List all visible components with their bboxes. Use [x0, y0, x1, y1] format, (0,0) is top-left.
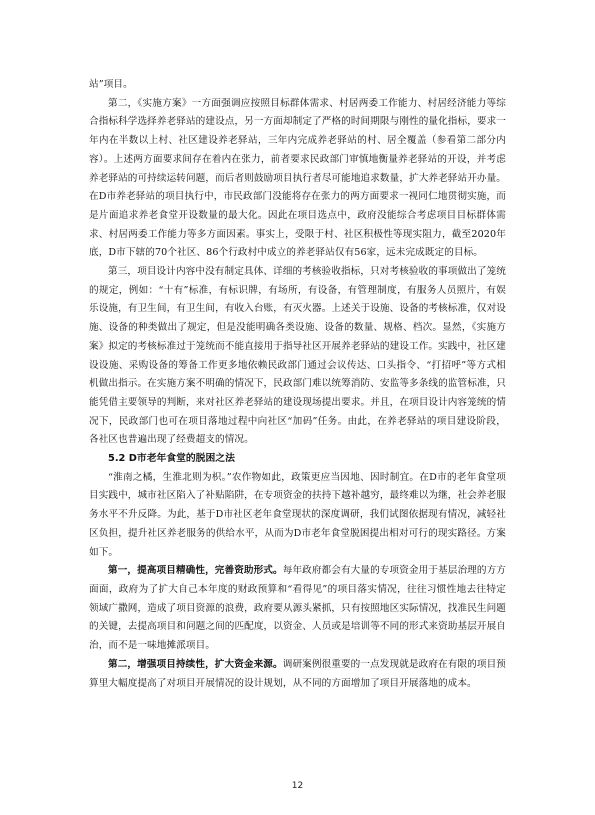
paragraph-second-point: 第二，《实施方案》一方面强调应按照目标群体需求、村居两委工作能力、村居经济能力等综合指标科学选择养老驿站的建设点，另一方面却制定了严格的时间期限与刚性的量化指标，要求一年内在半数以上村、社区建设养老驿站，三年内完成养老驿站的村、居全覆盖（参看第二部分内容）。上述两方面要求间存在着内在张力，前者要求民政部门审慎地衡量养老驿站的开设，并考虑养老驿站的可持续运转问题，而后者则鼓励项目执行者尽可能地追求数量，扩大养老驿站开办量。在D市养老驿站的项目执行中，市民政部门没能将存在张力的两方面要求一视同仁地贯彻实施，而是片面追求养老食堂开设数量的最大化。因此在项目选点中，政府没能综合考虑项目目标群体需求、村居两委工作能力等多方面因素。事实上，受限于村、社区积极性等现实阻力，截至2020年底，D市下辖的70个社区、86个行政村中成立的养老驿站仅有56家，远未完成既定的目标。 [89, 97, 506, 259]
measure-one-text: 每年政府都会有大量的专项资金用于基层治理的方方面面，政府为了扩大自己本年度的财政预算和“看得见”的项目落实情况，往往习惯性地去往特定领域广撒网，造成了项目资源的浪费，政府要从源头紧抓，只有按照地区实际情况，找准民生问题的关键，去提高项目和问题之间的匹配度，以资金、人员或是培训等不同的形式来资助基层开展自治，而不是一味地摊派项目。 [89, 565, 506, 652]
measure-two-text: 调研案例很重要的一点发现就是政府在有限的项目预算里大幅度提高了对项目开展情况的设计规划，从不同的方面增加了项目开展落地的成本。 [89, 658, 506, 689]
paragraph-third-point: 第三，项目设计内容中没有制定具体、详细的考核验收指标，只对考核验收的事项做出了笼统的规定，例如：“十有”标准，有标识牌，有场所，有设备，有管理制度，有服务人员照片，有娱乐设施，有卫生间，有卫生间，有收入台账，有灭火器。上述关于设施、设备的考核标准，仅对设施、设备的种类做出了规定，但是没能明确各类设施、设备的数量、规格、档次。显然，《实施方案》拟定的考核标准过于笼统而不能直接用于指导社区开展养老驿站的建设工作。实践中，社区建设设施、采购设备的筹备工作更多地依赖民政部门通过会议传达、口头指令、“打招呼”等方式相机做出指示。在实施方案不明确的情况下，民政部门难以统筹消防、安监等多条线的监管标准，只能凭借主要领导的判断，来对社区养老驿站的建设现场提出要求。并且，在项目设计内容笼统的情况下，民政部门也可在项目落地过程中向社区“加码”任务。由此，在养老驿站的项目建设阶段，各社区也普遍出现了经费超支的情况。 [89, 266, 506, 446]
paragraph-section-intro: “淮南之橘，生淮北则为枳。”农作物如此，政策更应当因地、因时制宜。在D市的老年食堂项目实践中，城市社区陷入了补贴陷阱，在专项资金的扶持下越补越穷，最终难以为继，社会养老服务水平不升反降。为此，基于D市社区老年食堂现状的深度调研，我们试图依据现有情况，减轻社区负担，提升社区养老服务的供给水平，从而为D市老年食堂脱困提出相对可行的现实路径。方案如下。 [89, 471, 506, 558]
measure-one-lead: 第一，提高项目精确性，完善资助形式。 [108, 565, 283, 577]
paragraph-measure-one [89, 562, 506, 656]
page-number: 12 [291, 781, 304, 791]
paragraph-measure-two [89, 656, 506, 693]
measure-two-lead: 第二，增强项目持续性，扩大资金来源。 [108, 658, 283, 670]
paragraph-continuation: 站”项目。 [89, 79, 133, 90]
document-body [89, 76, 506, 693]
section-heading: 5.2 D市老年食堂的脱困之法 [108, 453, 235, 465]
